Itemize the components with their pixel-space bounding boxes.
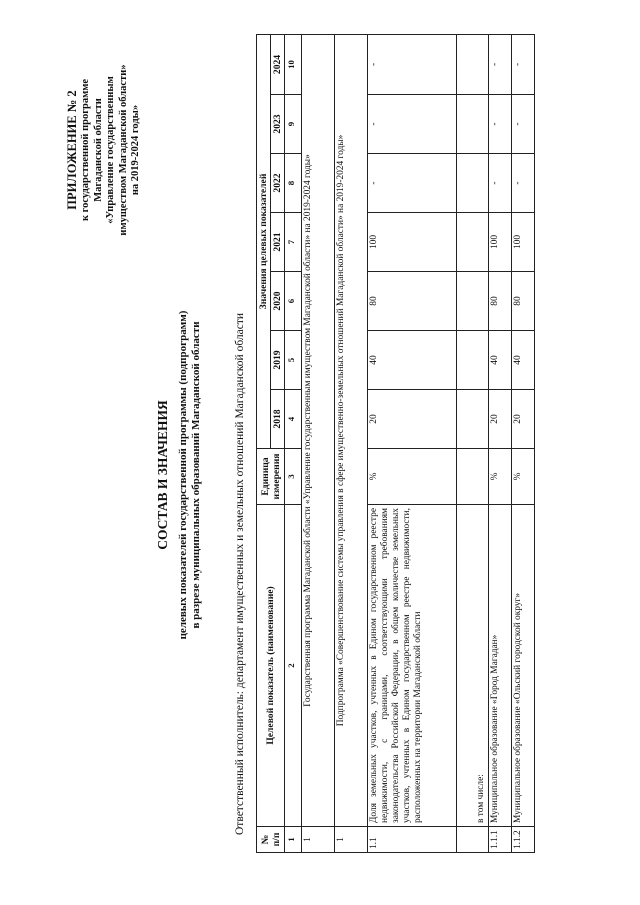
row-value: [457, 390, 489, 449]
row-num: 1.1.2: [512, 827, 535, 853]
column-number: 7: [285, 213, 302, 272]
row-value: 20: [512, 390, 535, 449]
row-unit: %: [368, 449, 457, 505]
row-unit: %: [512, 449, 535, 505]
row-value: -: [368, 154, 457, 213]
row-value: 40: [512, 331, 535, 390]
appendix-line: на 2019-2024 годы»: [130, 104, 141, 196]
header-values: Значения целевых показателей: [257, 34, 271, 448]
row-value: 100: [368, 213, 457, 272]
column-number: 3: [285, 449, 302, 505]
program-num: 1: [302, 827, 335, 853]
document-subtitle: [177, 200, 202, 750]
row-value: 100: [512, 213, 535, 272]
row-value: 80: [512, 272, 535, 331]
program-row: [302, 34, 335, 852]
appendix-number: ПРИЛОЖЕНИЕ № 2: [65, 90, 79, 210]
subprogram-row: [335, 34, 368, 852]
row-value: -: [489, 154, 512, 213]
indicators-table: [256, 34, 535, 853]
row-value: 80: [489, 272, 512, 331]
column-number: 6: [285, 272, 302, 331]
column-number: 9: [285, 95, 302, 154]
appendix-block: [64, 35, 143, 265]
header-year: 2018: [271, 390, 285, 449]
header-row: [257, 34, 271, 852]
subprogram-title: Подпрограмма «Совершенствование системы управления в сфере имущественно-земельных отношений Магаданской области» на 2019-2024 годы»: [335, 34, 368, 826]
column-number: 2: [285, 505, 302, 827]
header-year: 2019: [271, 331, 285, 390]
column-number: 8: [285, 154, 302, 213]
table-row: [489, 34, 512, 852]
column-number: 1: [285, 827, 302, 853]
row-value: 20: [489, 390, 512, 449]
row-unit: [457, 449, 489, 505]
row-value: [457, 331, 489, 390]
appendix-line: «Управление государственным: [105, 76, 116, 224]
appendix-line: имуществом Магаданской области»: [117, 64, 129, 236]
row-unit: %: [489, 449, 512, 505]
subprogram-num: 1: [335, 827, 368, 853]
header-num: № п/п: [257, 827, 285, 853]
header-year: 2022: [271, 154, 285, 213]
row-value: [457, 95, 489, 154]
column-number-row: [285, 34, 302, 852]
column-number: 5: [285, 331, 302, 390]
appendix-line: к государственной программе: [80, 78, 91, 222]
row-value: [457, 213, 489, 272]
row-value: -: [368, 34, 457, 94]
row-num: 1.1.1: [489, 827, 512, 853]
row-value: 100: [489, 213, 512, 272]
header-year: 2021: [271, 213, 285, 272]
row-value: 40: [368, 331, 457, 390]
header-year: 2024: [271, 34, 285, 94]
row-value: -: [512, 34, 535, 94]
row-indicator: Доля земельных участков, учтенных в Едином государственном реестре недвижимости, с границами, соответствующими требованиям законодательства Российской Федерации, в общем количестве земельных участков, учтенных в Едином государственном реестре недвижимости, расположенных на территории Магаданской области: [368, 505, 457, 827]
row-value: 20: [368, 390, 457, 449]
appendix-line: Магаданской области: [92, 98, 104, 202]
row-num: 1.1: [368, 827, 457, 853]
row-value: -: [368, 95, 457, 154]
row-value: [457, 272, 489, 331]
subtitle-line: в разрезе муниципальных образований Магаданской области: [189, 321, 202, 629]
row-indicator: Муниципальное образование «Город Магадан»: [489, 505, 512, 827]
header-indicator: Целевой показатель (наименование): [257, 505, 285, 827]
document-title: СОСТАВ И ЗНАЧЕНИЯ: [155, 400, 170, 550]
row-value: 40: [489, 331, 512, 390]
column-number: 10: [285, 34, 302, 94]
row-indicator: в том числе:: [457, 505, 489, 827]
header-unit: Единица измерения: [257, 449, 285, 505]
table-row: [368, 34, 457, 852]
program-title: Государственная программа Магаданской области «Управление государственным имуществом Магаданской области» на 2019-2024 годы»: [302, 34, 335, 826]
row-value: -: [489, 95, 512, 154]
table-row: [457, 34, 489, 852]
row-indicator: Муниципальное образование «Ольский городской округ»: [512, 505, 535, 827]
row-value: [457, 154, 489, 213]
column-number: 4: [285, 390, 302, 449]
row-value: 80: [368, 272, 457, 331]
row-value: [457, 34, 489, 94]
row-num: [457, 827, 489, 853]
row-value: -: [489, 34, 512, 94]
row-value: -: [512, 154, 535, 213]
header-year: 2023: [271, 95, 285, 154]
subtitle-line: целевых показателей государственной программы (подпрограмм): [177, 310, 189, 640]
responsible-executor: Ответственный исполнитель: департамент имущественных и земельных отношений Магаданской области: [234, 312, 246, 835]
table-row: [512, 34, 535, 852]
header-year: 2020: [271, 272, 285, 331]
row-value: -: [512, 95, 535, 154]
